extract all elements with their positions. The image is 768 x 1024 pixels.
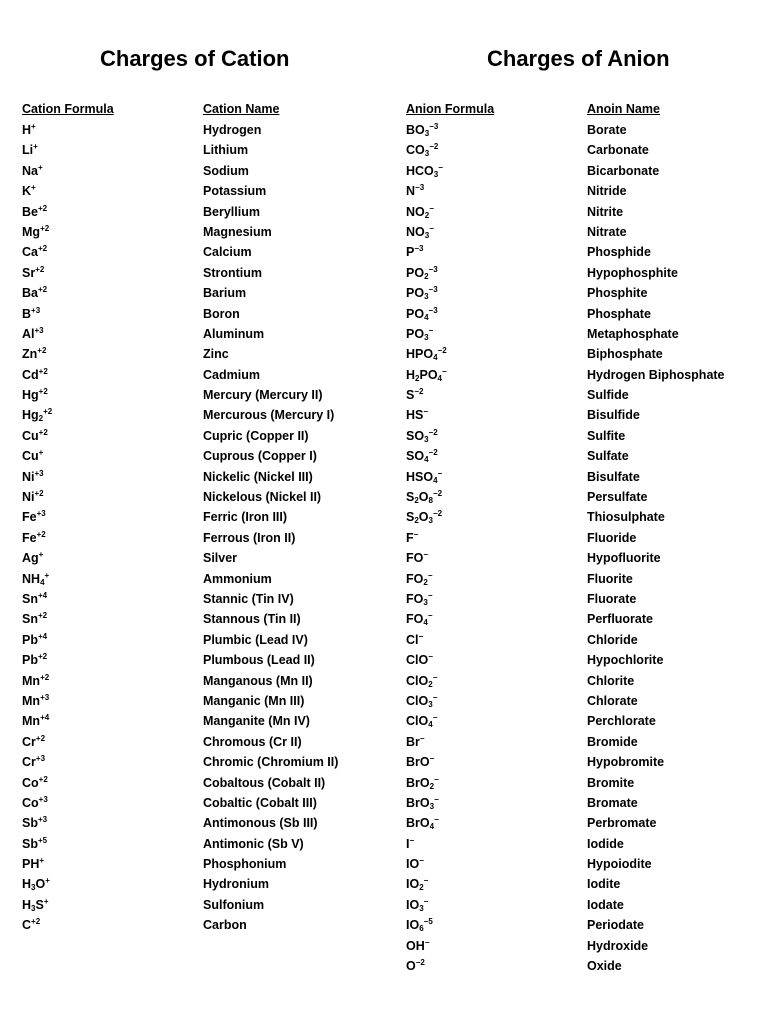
anion-formula: $N^{-3}$ (406, 183, 425, 199)
cation-name: Chromous (Cr II) (203, 734, 302, 749)
cation-name: Carbon (203, 918, 247, 933)
cation-name: Antimonous (Sb III) (203, 816, 318, 831)
cation-formula: $Fe^{+3}$ (22, 509, 46, 525)
cation-name: Ammonium (203, 571, 272, 586)
anion-formula: $IO_6^{-5}$ (406, 917, 433, 934)
cation-name: Cuprous (Copper I) (203, 449, 317, 464)
cation-formula: $Mn^{+3}$ (22, 692, 50, 708)
anion-formula: $PO_3^-$ (406, 325, 434, 342)
anion-name: Iodate (587, 897, 624, 912)
anion-formula: Br− (406, 733, 425, 749)
anion-name: Nitrate (587, 224, 627, 239)
anion-name: Metaphosphate (587, 326, 679, 341)
cation-formula: $Co^{+3}$ (22, 794, 48, 810)
cation-formula: $Fe^{+2}$ (22, 529, 46, 545)
cation-name: Hydronium (203, 877, 269, 892)
cation-formula: $Ni^{+2}$ (22, 489, 44, 505)
cation-formula: $Pb^{+4}$ (22, 631, 48, 647)
cation-name: Calcium (203, 245, 252, 260)
anion-formula: $CO_3^{-2}$ (406, 142, 439, 159)
cation-formula: $Cr^{+2}$ (22, 733, 46, 749)
anion-name: Iodite (587, 877, 621, 892)
anion-formula: $NO_3^-$ (406, 223, 434, 240)
cation-name: Boron (203, 306, 240, 321)
anion-formula: $HSO_4^-$ (406, 468, 443, 485)
cation-formula: Cu+ (22, 448, 44, 464)
cation-formula: $H_3S^+$ (22, 896, 49, 913)
anion-formula: BrO$_2$− (406, 774, 439, 791)
cation-name: Nickelic (Nickel III) (203, 469, 313, 484)
cation-formula: Na+ (22, 162, 43, 178)
cation-name-header: Cation Name (203, 102, 280, 116)
anion-name: Fluorite (587, 571, 633, 586)
anion-name: Nitrite (587, 204, 624, 219)
anion-name: Phosphate (587, 306, 651, 321)
cation-name: Magnesium (203, 224, 272, 239)
anion-name: Hypochlorite (587, 653, 664, 668)
anion-name: Sulfite (587, 428, 626, 443)
cation-formula-header: Cation Formula (22, 102, 114, 116)
anion-name: Nitride (587, 184, 627, 199)
anion-formula: $PO_3^{-3}$ (406, 285, 438, 302)
cation-formula: $B^{+3}$ (22, 305, 41, 321)
cation-formula: $Be^{+2}$ (22, 203, 48, 219)
cation-name: Ferrous (Iron II) (203, 530, 296, 545)
anion-formula: $SO_3^{-2}$ (406, 427, 438, 444)
anion-name: Bromide (587, 734, 638, 749)
anion-formula: $S^{-2}$ (406, 387, 424, 403)
cation-formula: $NH_4^+$ (22, 570, 50, 587)
anion-formula: $FO_3^-$ (406, 590, 433, 607)
anion-name: Phosphite (587, 286, 648, 301)
anion-name-column (587, 100, 725, 976)
cation-name: Mercury (Mercury II) (203, 388, 323, 403)
anion-name: Chlorate (587, 693, 638, 708)
cation-name: Stannous (Tin II) (203, 612, 301, 627)
anion-formula: $FO_2^-$ (406, 570, 433, 587)
anion-formula: $IO_2^-$ (406, 876, 429, 893)
cation-formula: $Cd^{+2}$ (22, 366, 48, 382)
anion-name: Thiosulphate (587, 510, 665, 525)
anion-name: Fluorate (587, 591, 637, 606)
anion-formula: ClO− (406, 652, 433, 668)
anion-name: Hypoiodite (587, 857, 652, 872)
cation-formula: $Ca^{+2}$ (22, 244, 48, 260)
cation-name: Nickelous (Nickel II) (203, 490, 322, 505)
cation-name: Sulfonium (203, 897, 265, 912)
anion-formula: HS− (406, 407, 429, 423)
anion-formula: $H_2PO_4^-$ (406, 366, 447, 383)
cation-name: Phosphonium (203, 857, 287, 872)
cation-name: Cadmium (203, 367, 260, 382)
cation-name: Barium (203, 286, 247, 301)
cation-name: Lithium (203, 143, 249, 158)
anion-formula: $O^{-2}$ (406, 958, 425, 974)
cation-formula: Ag+ (22, 550, 44, 566)
anion-name: Bicarbonate (587, 163, 660, 178)
anion-name: Fluoride (587, 530, 637, 545)
cation-name: Manganous (Mn II) (203, 673, 313, 688)
anion-formula: F− (406, 529, 419, 545)
anion-formula: BrO− (406, 754, 435, 770)
cation-formula: $Sn^{+2}$ (22, 611, 48, 627)
cation-formula: $Cr^{+3}$ (22, 754, 46, 770)
anion-name: Hypobromite (587, 755, 665, 770)
anion-name: Perfluorate (587, 612, 653, 627)
cation-name: Stannic (Tin IV) (203, 591, 294, 606)
anion-formula: $HPO_4^{-2}$ (406, 346, 447, 363)
cation-name: Manganite (Mn IV) (203, 714, 310, 729)
anion-name: Chloride (587, 632, 638, 647)
anion-formula: $BO_3^{-3}$ (406, 122, 439, 138)
anion-formula: $FO_4^-$ (406, 611, 433, 628)
cation-name: Chromic (Chromium II) (203, 755, 339, 770)
cation-formula: $Al^{+3}$ (22, 325, 44, 341)
cation-name: Beryllium (203, 204, 260, 219)
cation-formula: $Zn^{+2}$ (22, 346, 47, 362)
cation-name: Zinc (203, 347, 229, 362)
anion-formula: BrO$_4$− (406, 815, 439, 832)
cation-formula: $Pb^{+2}$ (22, 652, 48, 668)
anion-name: Oxide (587, 959, 622, 974)
cation-name: Cobaltic (Cobalt III) (203, 795, 317, 810)
anion-formula: $IO_3^-$ (406, 896, 429, 913)
anion-name: Persulfate (587, 490, 648, 505)
cation-formula: PH+ (22, 856, 45, 872)
anion-formula-column (406, 100, 494, 976)
anion-name: Bromite (587, 775, 635, 790)
anion-name: Bisulfide (587, 408, 640, 423)
anion-formula: IO− (406, 856, 424, 872)
cation-name: Ferric (Iron III) (203, 510, 288, 525)
anion-formula: $PO_4^{-3}$ (406, 305, 438, 322)
cation-formula: $H_3O^+$ (22, 876, 50, 893)
anion-name: Borate (587, 123, 627, 137)
anion-name: Carbonate (587, 143, 649, 158)
cation-formula: $Hg_2^{+2}$ (22, 407, 53, 424)
anion-name: Sulfide (587, 388, 629, 403)
anion-name: Iodide (587, 836, 624, 851)
cation-formula: $Mn^{+2}$ (22, 672, 50, 688)
cation-name: Cobaltous (Cobalt II) (203, 775, 326, 790)
cation-formula: H+ (22, 122, 36, 137)
anion-formula: $PO_2^{-3}$ (406, 264, 438, 281)
anion-formula: Cl− (406, 631, 424, 647)
cation-name: Plumbous (Lead II) (203, 653, 315, 668)
cation-formula: $Ni^{+3}$ (22, 468, 44, 484)
cation-formula: $Sn^{+4}$ (22, 590, 48, 606)
cation-formula: $Ba^{+2}$ (22, 285, 48, 301)
cation-name-column (203, 100, 338, 936)
cation-name: Aluminum (203, 326, 265, 341)
anion-formula-header: Anion Formula (406, 102, 495, 116)
anion-formula: FO− (406, 550, 429, 566)
anion-formula: ClO$_2$− (406, 672, 438, 689)
cation-name: Antimonic (Sb V) (203, 836, 304, 851)
anion-name: Periodate (587, 918, 644, 933)
anion-name: Hydroxide (587, 938, 649, 953)
anion-formula: $P^{-3}$ (406, 244, 424, 260)
cation-formula: $Mg^{+2}$ (22, 223, 50, 239)
anion-name: Hypofluorite (587, 551, 661, 566)
anion-formula: I− (406, 835, 415, 851)
anion-name-header: Anoin Name (587, 102, 660, 116)
anion-formula: $NO_2^-$ (406, 203, 434, 220)
cation-formula: $Sb^{+3}$ (22, 815, 48, 831)
cation-name: Potassium (203, 184, 267, 199)
cation-formula-column (22, 100, 114, 936)
anion-formula: $HCO_3^-$ (406, 162, 443, 179)
cation-name: Sodium (203, 163, 249, 178)
anion-title: Charges of Anion (487, 46, 670, 71)
anion-name: Sulfate (587, 449, 629, 464)
anion-name: Perchlorate (587, 714, 656, 729)
cation-formula: $Cu^{+2}$ (22, 427, 48, 443)
cation-formula: $Co^{+2}$ (22, 774, 48, 790)
cation-formula: $Hg^{+2}$ (22, 387, 48, 403)
anion-formula: BrO$_3$− (406, 794, 439, 811)
anion-name: Bromate (587, 795, 638, 810)
cation-formula: K+ (22, 183, 36, 199)
cation-name: Strontium (203, 265, 263, 280)
cation-name: Silver (203, 551, 238, 566)
anion-name: Perbromate (587, 816, 657, 831)
cation-title: Charges of Cation (100, 46, 290, 71)
cation-name: Cupric (Copper II) (203, 428, 309, 443)
anion-name: Hypophosphite (587, 265, 678, 280)
anion-name: Bisulfate (587, 469, 640, 484)
anion-name: Chlorite (587, 673, 635, 688)
cation-formula: $Mn^{+4}$ (22, 713, 50, 729)
cation-name: Plumbic (Lead IV) (203, 632, 308, 647)
anion-formula: ClO$_3$− (406, 692, 438, 709)
cation-name: Mercurous (Mercury I) (203, 408, 335, 423)
anion-formula: OH− (406, 937, 430, 953)
anion-formula: $S_2O_8^{-2}$ (406, 489, 443, 506)
cation-name: Manganic (Mn III) (203, 693, 305, 708)
cation-name: Hydrogen (203, 123, 262, 137)
anion-formula: ClO$_4$− (406, 713, 438, 730)
cation-formula: $Sr^{+2}$ (22, 264, 45, 280)
anion-name: Hydrogen Biphosphate (587, 367, 725, 382)
cation-formula: $Sb^{+5}$ (22, 835, 48, 851)
anion-name: Biphosphate (587, 347, 663, 362)
anion-formula: $S_2O_3^{-2}$ (406, 509, 443, 526)
anion-name: Phosphide (587, 245, 651, 260)
cation-formula: Li+ (22, 142, 38, 158)
anion-formula: $SO_4^{-2}$ (406, 448, 438, 465)
cation-formula: $C^{+2}$ (22, 917, 41, 933)
